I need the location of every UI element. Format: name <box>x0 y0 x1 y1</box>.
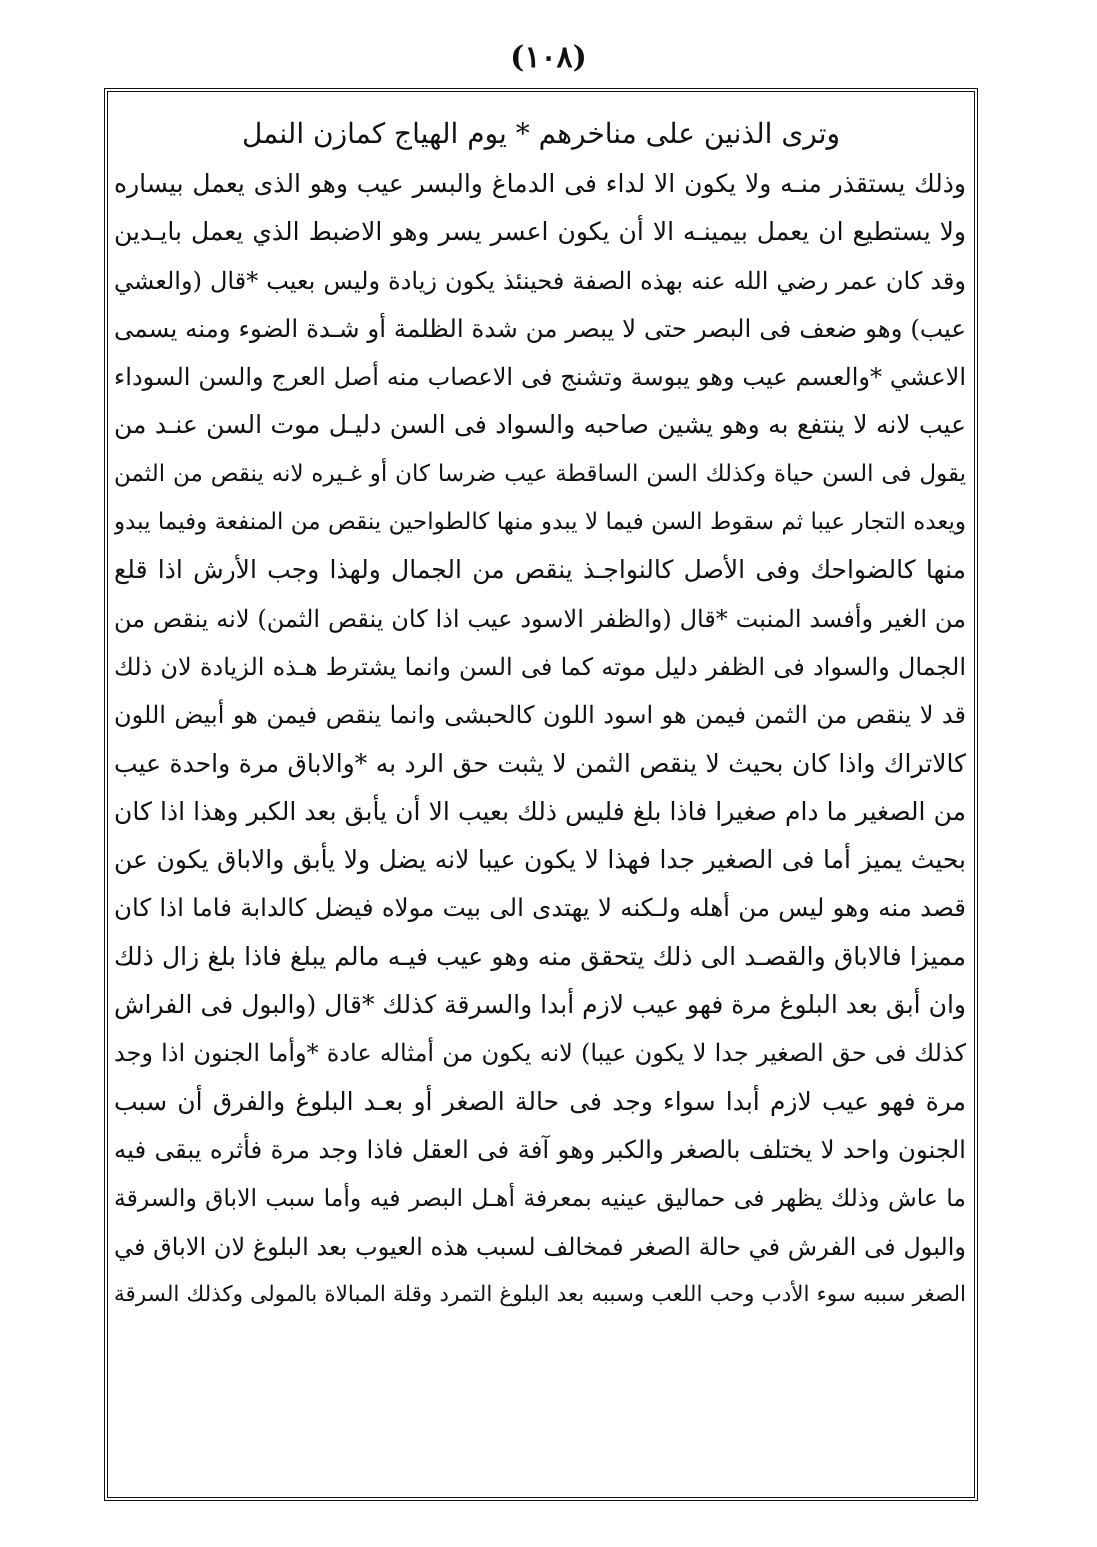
verse-heading: وترى الذنين على مناخرهم * يوم الهياج كمازن النمل <box>241 117 841 150</box>
text-line: من الغير وأفسد المنبت *قال (والظفر الاسود عيب اذا كان ينقص الثمن) لانه ينقص من <box>114 604 966 633</box>
text-line: قصد منه وهو ليس من أهله ولـكنه لا يهتدى الى بيت مولاه فيضل كالدابة فاما اذا كان <box>114 893 966 923</box>
text-line: الجنون واحد لا يختلف بالصغر والكبر وهو آفة فى العقل فاذا وجد مرة فأثره يبقى فيه <box>114 1134 966 1164</box>
text-line: قد لا ينقص من الثمن فيمن هو اسود اللون كالحبشى وانما ينقص فيمن هو أبيض اللون <box>114 701 966 730</box>
text-line: الجمال والسواد فى الظفر دليل موته كما فى السن وانما يشترط هـذه الزيادة لان ذلك <box>114 652 966 681</box>
page-number: (١٠٨) <box>510 40 587 75</box>
text-line: والبول فى الفرش في حالة الصغر فمخالف لسبب هذه العيوب بعد البلوغ لان الاباق في <box>114 1232 966 1261</box>
text-line: ما عاش وذلك يظهر فى حماليق عينيه بمعرفة أهـل البصر فيه وأما سبب الاباق والسرقة <box>114 1184 966 1213</box>
text-line: من الصغير ما دام صغيرا فاذا بلغ فليس ذلك بعيب الا أن يأبق بعد الكبر وهذا اذا كان <box>114 796 966 826</box>
text-line: وذلك يستقذر منـه ولا يكون الا لداء فى الدماغ والبسر عيب وهو الذى يعمل بيساره <box>114 169 966 198</box>
text-line: يقول فى السن حياة وكذلك السن الساقطة عيب ضرسا كان أو غـيره لانه ينقص من الثمن <box>114 460 966 487</box>
text-line: بحيث يميز أما فى الصغير جدا فهذا لا يكون عيبا لانه يضل ولا يأبق والاباق يكون عن <box>114 845 966 875</box>
text-line: كذلك فى حق الصغير جدا لا يكون عيبا) لانه يكون من أمثاله عادة *وأما الجنون اذا وجد <box>114 1039 966 1068</box>
text-line: وقد كان عمر رضي الله عنه بهذه الصفة فحينئذ يكون زيادة وليس بعيب *قال (والعشي <box>114 266 966 295</box>
text-line: كالاتراك واذا كان بحيث لا ينقص الثمن لا يثبت حق الرد به *والاباق مرة واحدة عيب <box>114 748 966 778</box>
text-line: مرة فهو عيب لازم أبدا سواء وجد فى حالة الصغر أو بعـد البلوغ والفرق أن سبب <box>114 1086 966 1116</box>
text-line: منها كالضواحك وفى الأصل كالنواجـذ ينقص من الجمال ولهذا وجب الأرش اذا قلع <box>114 555 966 585</box>
body-text <box>114 160 966 1319</box>
text-line: الاعشي *والعسم عيب وهو يبوسة وتشنج فى الاعصاب منه أصل العرج والسن السوداء <box>114 363 966 392</box>
text-line: وان أبق بعد البلوغ مرة فهو عيب لازم أبدا والسرقة كذلك *قال (والبول فى الفراش <box>114 990 966 1020</box>
text-line: مميزا فالاباق والقصـد الى ذلك يتحقق منه وهو عيب فيـه مالم يبلغ فاذا بلغ زال ذلك <box>114 941 966 971</box>
text-line: ويعده التجار عيبا ثم سقوط السن فيما لا يبدو منها كالطواحين ينقص من المنفعة وفيما يبدو <box>114 509 966 536</box>
text-line: ولا يستطيع ان يعمل بيمينـه الا أن يكون اعسر يسر وهو الاضبط الذي يعمل بايـدين <box>114 217 966 247</box>
text-line: عيب) وهو ضعف فى البصر حتى لا يبصر من شدة الظلمة أو شـدة الضوء ومنه يسمى <box>114 313 966 343</box>
text-line: عيب لانه لا ينتفع به وهو يشين صاحبه والسواد فى السن دليـل موت السن عنـد من <box>114 410 966 440</box>
text-line: الصغر سببه سوء الأدب وحب اللعب وسببه بعد البلوغ التمرد وقلة المبالاة بالمولى وكذلك السرقة <box>114 1281 966 1307</box>
